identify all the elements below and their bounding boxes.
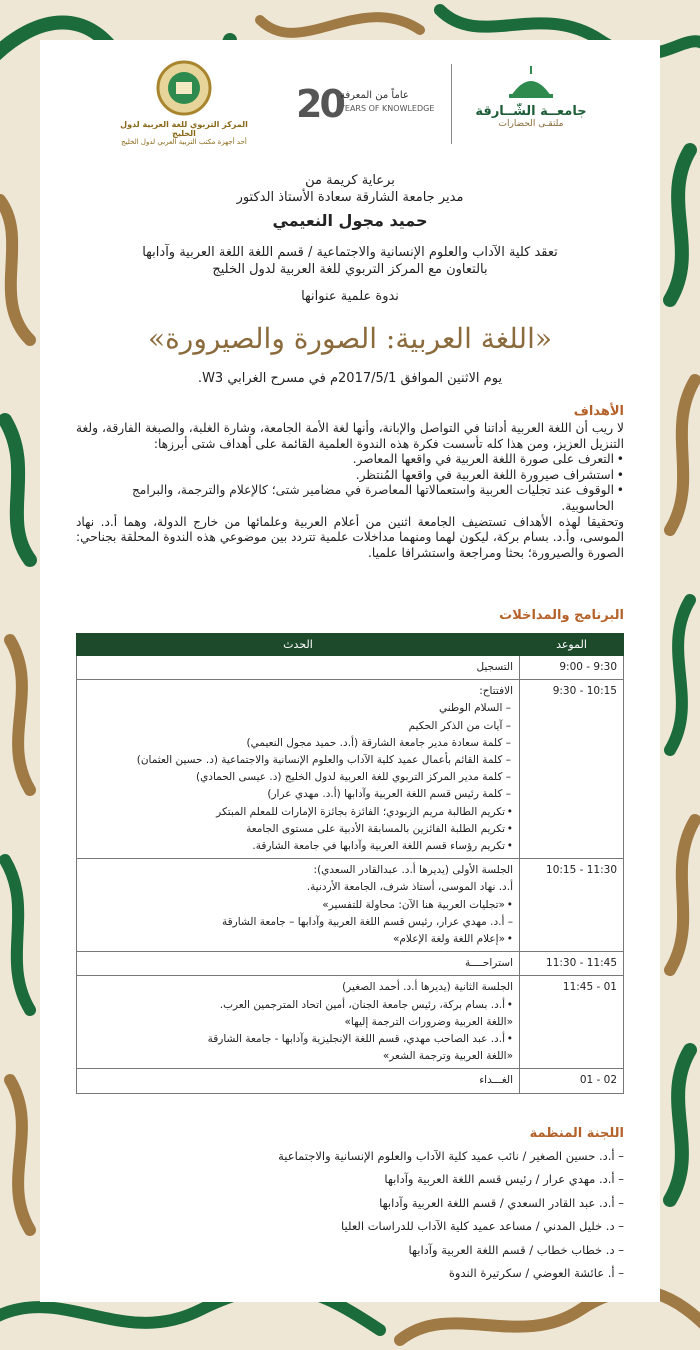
table-row xyxy=(77,680,624,859)
twenty-years-logo xyxy=(296,82,435,134)
event-line: – السلام الوطني xyxy=(439,702,511,715)
column-header-event: الحدث xyxy=(77,634,520,656)
time-cell: 10:15 - 11:30 xyxy=(520,859,624,952)
event-cell xyxy=(77,680,520,859)
event-line: – كلمة القائم بأعمال عميد كلية الآداب والعلوم الإنسانية والاجتماعية (د. حسين العثمان) xyxy=(136,754,511,767)
seal-icon xyxy=(156,60,212,116)
time-cell: 01 - 02 xyxy=(520,1069,624,1093)
event-line: • «تجليات العربية هنا الآن: محاولة للتفسير» xyxy=(83,897,513,914)
symposium-title: «اللغة العربية: الصورة والصيرورة» xyxy=(148,322,552,355)
table-header-row xyxy=(77,634,624,656)
event-line: التسجيل xyxy=(476,661,513,673)
table-row xyxy=(77,976,624,1069)
committee-member: – أ.د. عبد القادر السعدي / قسم اللغة العربية وآدابها xyxy=(379,1195,624,1210)
event-line: أ.د. نهاد الموسى، أستاذ شرف، الجامعة الأردنية. xyxy=(306,881,513,894)
time-cell: 11:45 - 01 xyxy=(520,976,624,1069)
arabic-center-logo xyxy=(114,60,254,150)
event-line: «اللغة العربية وترجمة الشعر» xyxy=(382,1050,513,1063)
time-cell: 9:30 - 10:15 xyxy=(520,680,624,859)
patron-name: حميد مجول النعيمي xyxy=(272,211,428,230)
committee-member: – أ.د. مهدي عرار / رئيس قسم اللغة العربية وآدابها xyxy=(384,1172,624,1187)
event-line: • تكريم الطالبة مريم الزبودي؛ الفائزة بجائزة الإمارات للمعلم المبتكر xyxy=(83,804,513,821)
event-cell xyxy=(77,656,520,680)
goals-heading: الأهداف xyxy=(573,404,624,419)
symposium-label: ندوة علمية عنوانها xyxy=(301,289,399,304)
committee-member: – د. خطاب خطاب / قسم اللغة العربية وآدابها xyxy=(408,1242,624,1257)
logo-divider xyxy=(451,64,452,144)
event-line: الجلسة الأولى (يديرها أ.د. عبدالقادر السعدي): xyxy=(313,864,513,877)
goals-outro: وتحقيقا لهذه الأهداف تستضيف الجامعة اثنين من أعلام العربية وعلمائها من خارج الدولة، وهما أ.د. نهاد الموسى، وأ.د. بسام بركة، ليكون لهما ومنهما مداخلات علمية تتردد بين موضوعي هذه الندوة المحلقة بجناحي: الصورة والصيرورة؛ بحثا ومراجعة واستشرافا علميا. xyxy=(76,514,624,560)
patronage-line: برعاية كريمة من xyxy=(305,173,395,188)
university-tagline: ملتقـى الحضارات xyxy=(498,119,564,129)
goal-item: • استشراف صيرورة اللغة العربية في واقعها المُنتظر. xyxy=(76,468,624,484)
goal-item: • الوقوف عند تجليات العربية واستعمالاتها المعاصرة في مضامير شتى؛ كالإعلام والترجمة، والبرامج الحاسوبية. xyxy=(76,483,624,514)
university-name: جامعــة الشّــارقة xyxy=(475,104,587,119)
event-line: – كلمة مدير المركز التربوي للغة العربية لدول الخليج (د. عيسى الحمادي) xyxy=(195,771,511,784)
dome-icon xyxy=(503,66,559,100)
event-line: – كلمة سعادة مدير جامعة الشارقة (أ.د. حميد مجول النعيمي) xyxy=(246,736,511,749)
time-cell: 11:30 - 11:45 xyxy=(520,952,624,976)
logos-row xyxy=(40,60,660,150)
program-section xyxy=(76,608,624,1094)
committee-member: – أ. عائشة العوضي / سكرتيرة الندوة xyxy=(448,1266,624,1281)
time-cell: 9:00 - 9:30 xyxy=(520,656,624,680)
event-line: • تكريم الطلبة الفائزين بالمسابقة الأدبية على مستوى الجامعة xyxy=(83,821,513,838)
goal-item: • التعرف على صورة اللغة العربية في واقعها المعاصر. xyxy=(76,452,624,468)
event-line: الغـــداء xyxy=(479,1074,513,1087)
date-venue-line: يوم الاثنين الموافق 2017/5/1م في مسرح الغرابي W3. xyxy=(197,371,503,386)
event-line: • أ.د. عبد الصاحب مهدي، قسم اللغة الإنجليزية وآدابها - جامعة الشارقة xyxy=(83,1031,513,1048)
anniversary-number: 20 xyxy=(296,82,343,126)
center-name: المركز التربوي للغة العربية لدول الخليج xyxy=(120,120,248,138)
event-line: «اللغة العربية وضرورات الترجمة إليها» xyxy=(344,1015,513,1028)
organizer-line: تعقد كلية الآداب والعلوم الإنسانية والاجتماعية / قسم اللغة اللغة العربية وآدابها xyxy=(142,245,558,260)
event-cell xyxy=(77,952,520,976)
table-row xyxy=(77,1069,624,1093)
patron-title-line: مدير جامعة الشارقة سعادة الأستاذ الدكتور xyxy=(236,190,464,205)
event-line: • أ.د. بسام بركة، رئيس جامعة الجنان، أمين اتحاد المترجمين العرب. xyxy=(83,997,513,1014)
committee-member: – أ.د. حسين الصغير / نائب عميد كلية الآداب والعلوم الإنسانية والاجتماعية xyxy=(278,1149,624,1163)
event-line: استراحــــة xyxy=(464,957,513,970)
column-header-time: الموعد xyxy=(520,634,624,656)
anniversary-english: YEARS OF KNOWLEDGE xyxy=(340,104,435,113)
event-line: • تكريم رؤساء قسم اللغة العربية وآدابها في جامعة الشارقة. xyxy=(83,838,513,855)
event-line: – آيات من الذكر الحكيم xyxy=(408,719,511,732)
invitation-card xyxy=(40,40,660,1302)
cooperation-line: بالتعاون مع المركز التربوي للغة العربية لدول الخليج xyxy=(212,262,488,277)
university-of-sharjah-logo xyxy=(466,66,596,146)
program-table xyxy=(76,633,624,1094)
committee-member: – د. خليل المدني / مساعد عميد كلية الآداب للدراسات العليا xyxy=(341,1219,624,1234)
center-subtitle: أحد أجهزة مكتب التربية العربي لدول الخليج xyxy=(121,138,247,146)
event-line: الافتتاح: xyxy=(479,685,513,698)
intro-block xyxy=(40,172,660,386)
event-line: الجلسة الثانية (يديرها أ.د. أحمد الصغير) xyxy=(342,981,513,994)
event-cell xyxy=(77,1069,520,1093)
committee-section xyxy=(76,1126,624,1285)
event-line: – أ.د. مهدي عرار، رئيس قسم اللغة العربية وآدابها – جامعة الشارقة xyxy=(222,915,513,928)
program-heading: البرنامج والمداخلات xyxy=(499,608,624,623)
committee-heading: اللجنة المنظمة xyxy=(529,1126,624,1141)
event-cell xyxy=(77,976,520,1069)
table-row xyxy=(77,859,624,952)
event-cell xyxy=(77,859,520,952)
committee-list xyxy=(76,1145,624,1285)
table-row xyxy=(77,656,624,680)
goals-section xyxy=(76,404,624,561)
anniversary-arabic: عاماً من المعرفة xyxy=(340,90,409,101)
event-line: • «إعلام اللغة ولغة الإعلام» xyxy=(83,931,513,948)
table-row xyxy=(77,952,624,976)
event-line: – كلمة رئيس قسم اللغة العربية وآدابها (أ.د. مهدي عرار) xyxy=(267,788,511,801)
goals-intro: لا ريب أن اللغة العربية أداتنا في التواصل والإبانة، وأنها لغة الأمة الجامعة، وشارة الغلبة، والصبغة الفارقة، ولغة التنزيل العزيز، ومن هذا كله تأسست فكرة هذه الندوة العلمية القائمة على أهداف شتى أبرزها: xyxy=(76,421,624,451)
